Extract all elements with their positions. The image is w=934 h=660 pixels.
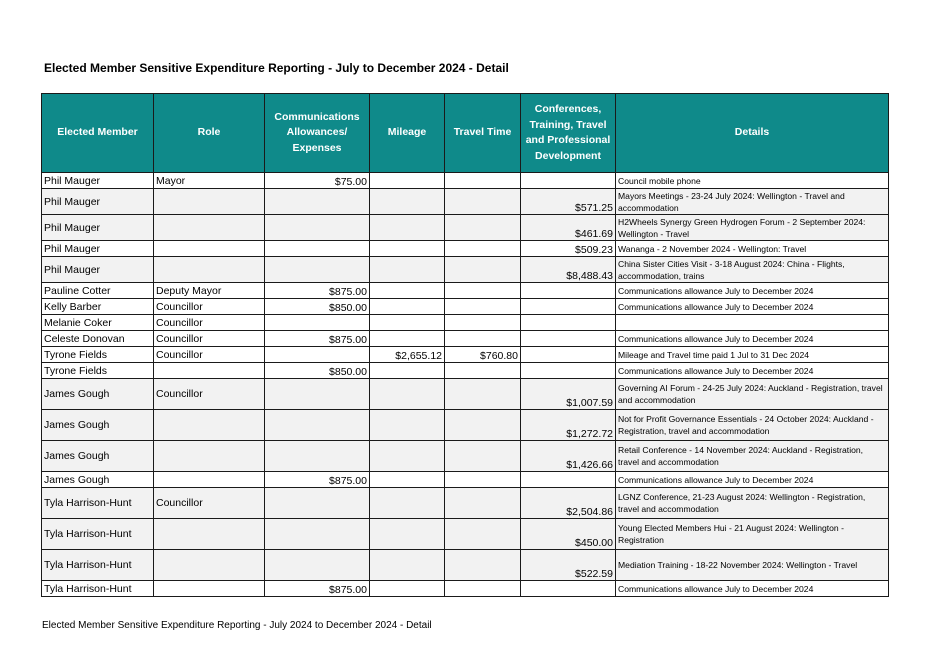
cell-conferences <box>521 581 616 597</box>
cell-role: Councillor <box>154 299 265 315</box>
cell-mileage <box>370 283 445 299</box>
cell-details: Mediation Training - 18-22 November 2024: Wellington - Travel <box>616 550 889 581</box>
cell-mileage <box>370 315 445 331</box>
cell-details: Wananga - 2 November 2024 - Wellington: Travel <box>616 241 889 257</box>
cell-travel-time <box>445 581 521 597</box>
cell-details: LGNZ Conference, 21-23 August 2024: Wellington - Registration, travel and accommodation <box>616 488 889 519</box>
table-row <box>42 488 889 519</box>
cell-conferences: $8,488.43 <box>521 257 616 283</box>
col-header-conferences: Conferences, Training, Travel and Professional Development <box>521 94 616 173</box>
cell-communications: $850.00 <box>265 363 370 379</box>
table-row <box>42 257 889 283</box>
table-row <box>42 241 889 257</box>
cell-conferences: $461.69 <box>521 215 616 241</box>
cell-conferences: $450.00 <box>521 519 616 550</box>
cell-travel-time <box>445 257 521 283</box>
cell-travel-time <box>445 488 521 519</box>
cell-role: Councillor <box>154 331 265 347</box>
cell-communications <box>265 519 370 550</box>
cell-conferences <box>521 299 616 315</box>
cell-mileage <box>370 215 445 241</box>
cell-conferences: $1,272.72 <box>521 410 616 441</box>
cell-role: Councillor <box>154 379 265 410</box>
table-row <box>42 315 889 331</box>
cell-travel-time: $760.80 <box>445 347 521 363</box>
cell-mileage <box>370 379 445 410</box>
cell-mileage: $2,655.12 <box>370 347 445 363</box>
table-row <box>42 472 889 488</box>
cell-elected-member: Tyrone Fields <box>42 363 154 379</box>
table-row <box>42 519 889 550</box>
cell-elected-member: Pauline Cotter <box>42 283 154 299</box>
cell-communications: $875.00 <box>265 283 370 299</box>
cell-role <box>154 189 265 215</box>
cell-travel-time <box>445 299 521 315</box>
cell-details: Retail Conference - 14 November 2024: Auckland - Registration, travel and accommodation <box>616 441 889 472</box>
cell-role <box>154 410 265 441</box>
cell-role: Councillor <box>154 488 265 519</box>
cell-role <box>154 363 265 379</box>
cell-communications: $75.00 <box>265 173 370 189</box>
cell-conferences <box>521 315 616 331</box>
table-row <box>42 299 889 315</box>
cell-travel-time <box>445 283 521 299</box>
cell-details: Communications allowance July to December 2024 <box>616 283 889 299</box>
cell-travel-time <box>445 189 521 215</box>
cell-communications <box>265 441 370 472</box>
table-row <box>42 581 889 597</box>
cell-elected-member: Phil Mauger <box>42 215 154 241</box>
table-row <box>42 363 889 379</box>
cell-communications <box>265 488 370 519</box>
cell-conferences <box>521 363 616 379</box>
cell-conferences: $522.59 <box>521 550 616 581</box>
cell-conferences: $1,007.59 <box>521 379 616 410</box>
cell-role <box>154 215 265 241</box>
cell-role: Councillor <box>154 347 265 363</box>
cell-elected-member: Phil Mauger <box>42 173 154 189</box>
cell-travel-time <box>445 550 521 581</box>
table-row <box>42 347 889 363</box>
col-header-elected-member: Elected Member <box>42 94 154 173</box>
cell-travel-time <box>445 410 521 441</box>
cell-travel-time <box>445 315 521 331</box>
cell-mileage <box>370 331 445 347</box>
cell-elected-member: Tyla Harrison-Hunt <box>42 488 154 519</box>
table-row <box>42 283 889 299</box>
cell-details: Council mobile phone <box>616 173 889 189</box>
cell-communications <box>265 379 370 410</box>
table-header-row <box>42 94 889 173</box>
cell-details: Mileage and Travel time paid 1 Jul to 31 Dec 2024 <box>616 347 889 363</box>
cell-travel-time <box>445 363 521 379</box>
cell-communications <box>265 315 370 331</box>
cell-communications: $875.00 <box>265 581 370 597</box>
table-row <box>42 379 889 410</box>
cell-details <box>616 315 889 331</box>
cell-elected-member: Tyla Harrison-Hunt <box>42 550 154 581</box>
cell-travel-time <box>445 519 521 550</box>
table-body <box>42 173 889 597</box>
cell-details: Mayors Meetings - 23-24 July 2024: Wellington - Travel and accommodation <box>616 189 889 215</box>
cell-role: Deputy Mayor <box>154 283 265 299</box>
cell-elected-member: Kelly Barber <box>42 299 154 315</box>
cell-details: China Sister Cities Visit - 3-18 August 2024: China - Flights, accommodation, trains <box>616 257 889 283</box>
cell-mileage <box>370 550 445 581</box>
cell-role <box>154 581 265 597</box>
cell-communications <box>265 257 370 283</box>
cell-mileage <box>370 299 445 315</box>
cell-conferences <box>521 472 616 488</box>
cell-conferences <box>521 347 616 363</box>
cell-elected-member: James Gough <box>42 441 154 472</box>
cell-elected-member: Celeste Donovan <box>42 331 154 347</box>
cell-role: Councillor <box>154 315 265 331</box>
cell-elected-member: Tyla Harrison-Hunt <box>42 519 154 550</box>
cell-details: H2Wheels Synergy Green Hydrogen Forum - 2 September 2024: Wellington - Travel <box>616 215 889 241</box>
table-row <box>42 441 889 472</box>
cell-details: Communications allowance July to December 2024 <box>616 581 889 597</box>
cell-details: Communications allowance July to December 2024 <box>616 363 889 379</box>
cell-travel-time <box>445 331 521 347</box>
cell-communications <box>265 550 370 581</box>
cell-mileage <box>370 363 445 379</box>
cell-role <box>154 241 265 257</box>
cell-conferences <box>521 283 616 299</box>
col-header-communications: Communications Allowances/ Expenses <box>265 94 370 173</box>
cell-communications <box>265 241 370 257</box>
table-row <box>42 173 889 189</box>
cell-conferences: $2,504.86 <box>521 488 616 519</box>
cell-travel-time <box>445 441 521 472</box>
cell-travel-time <box>445 173 521 189</box>
cell-mileage <box>370 241 445 257</box>
cell-conferences: $509.23 <box>521 241 616 257</box>
col-header-role: Role <box>154 94 265 173</box>
cell-conferences: $1,426.66 <box>521 441 616 472</box>
col-header-details: Details <box>616 94 889 173</box>
cell-role: Mayor <box>154 173 265 189</box>
cell-travel-time <box>445 241 521 257</box>
cell-role <box>154 257 265 283</box>
table-row <box>42 215 889 241</box>
cell-role <box>154 519 265 550</box>
cell-mileage <box>370 519 445 550</box>
cell-role <box>154 550 265 581</box>
table-row <box>42 331 889 347</box>
cell-elected-member: Tyla Harrison-Hunt <box>42 581 154 597</box>
cell-elected-member: James Gough <box>42 472 154 488</box>
cell-travel-time <box>445 472 521 488</box>
cell-conferences <box>521 173 616 189</box>
cell-mileage <box>370 189 445 215</box>
cell-travel-time <box>445 215 521 241</box>
cell-mileage <box>370 581 445 597</box>
table-row <box>42 410 889 441</box>
cell-elected-member: Phil Mauger <box>42 241 154 257</box>
col-header-mileage: Mileage <box>370 94 445 173</box>
table-row <box>42 189 889 215</box>
cell-details: Communications allowance July to December 2024 <box>616 299 889 315</box>
cell-communications <box>265 189 370 215</box>
cell-communications: $875.00 <box>265 472 370 488</box>
cell-mileage <box>370 410 445 441</box>
cell-details: Communications allowance July to December 2024 <box>616 472 889 488</box>
table-row <box>42 550 889 581</box>
cell-elected-member: Phil Mauger <box>42 257 154 283</box>
cell-elected-member: James Gough <box>42 379 154 410</box>
cell-communications <box>265 215 370 241</box>
cell-details: Young Elected Members Hui - 21 August 2024: Wellington - Registration <box>616 519 889 550</box>
cell-mileage <box>370 441 445 472</box>
cell-elected-member: Melanie Coker <box>42 315 154 331</box>
cell-details: Governing AI Forum - 24-25 July 2024: Auckland - Registration, travel and accommodation <box>616 379 889 410</box>
cell-elected-member: Phil Mauger <box>42 189 154 215</box>
cell-role <box>154 472 265 488</box>
cell-mileage <box>370 472 445 488</box>
expenditure-table <box>41 93 889 597</box>
col-header-travel-time: Travel Time <box>445 94 521 173</box>
cell-elected-member: James Gough <box>42 410 154 441</box>
cell-details: Not for Profit Governance Essentials - 24 October 2024: Auckland - Registration, travel and accommodation <box>616 410 889 441</box>
cell-details: Communications allowance July to December 2024 <box>616 331 889 347</box>
cell-elected-member: Tyrone Fields <box>42 347 154 363</box>
cell-communications <box>265 347 370 363</box>
cell-communications: $850.00 <box>265 299 370 315</box>
cell-communications <box>265 410 370 441</box>
cell-mileage <box>370 257 445 283</box>
cell-mileage <box>370 488 445 519</box>
cell-conferences <box>521 331 616 347</box>
cell-role <box>154 441 265 472</box>
cell-mileage <box>370 173 445 189</box>
cell-travel-time <box>445 379 521 410</box>
page-footer: Elected Member Sensitive Expenditure Reporting - July 2024 to December 2024 - Detail <box>42 620 432 631</box>
cell-conferences: $571.25 <box>521 189 616 215</box>
report-title: Elected Member Sensitive Expenditure Reporting - July to December 2024 - Detail <box>44 61 509 75</box>
cell-communications: $875.00 <box>265 331 370 347</box>
